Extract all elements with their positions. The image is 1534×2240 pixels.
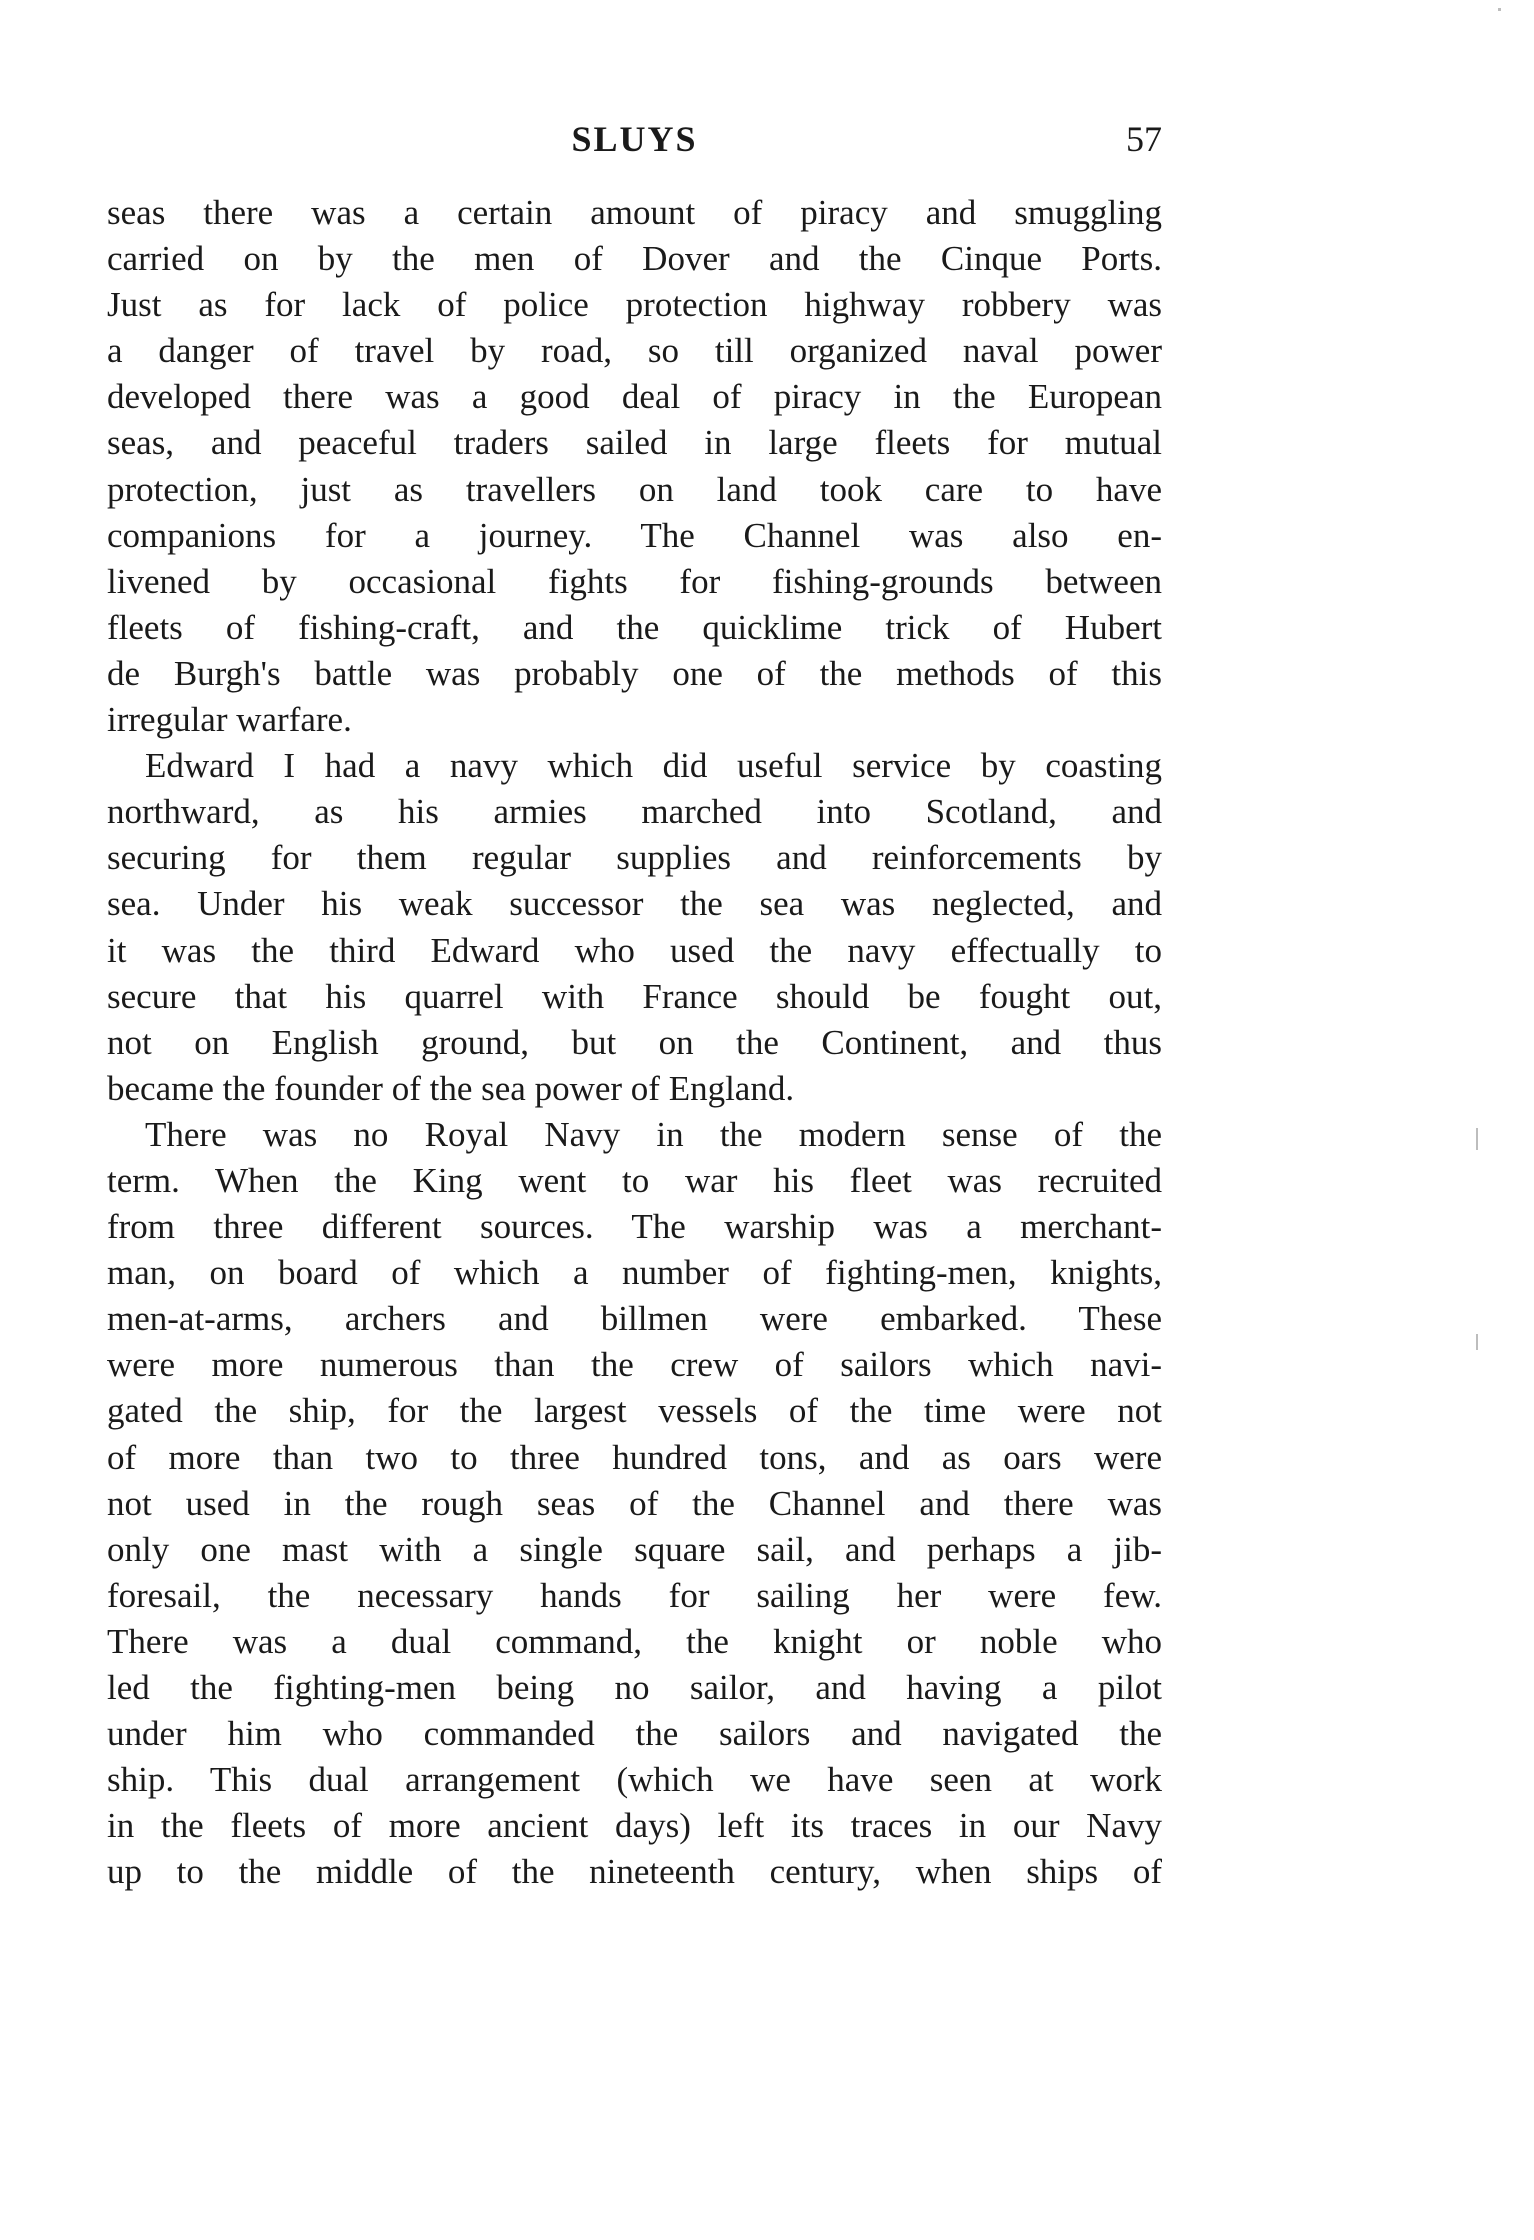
paragraph-1 [107, 190, 1162, 743]
text-line: companions for a journey. The Channel was also en- [107, 515, 1162, 555]
text-line: irregular warfare. [107, 700, 352, 740]
text-line: livened by occasional fights for fishing-grounds between [107, 561, 1162, 601]
text-line: became the founder of the sea power of England. [107, 1068, 795, 1108]
text-line: foresail, the necessary hands for sailing her were few. [107, 1575, 1162, 1615]
scan-margin-mark [1476, 1128, 1478, 1150]
page-number: 57 [1126, 119, 1162, 159]
text-line: There was no Royal Navy in the modern sense of the [145, 1114, 1162, 1154]
scan-margin-mark [1498, 8, 1501, 11]
text-line: Just as for lack of police protection highway robbery was [107, 285, 1162, 325]
text-line: men-at-arms, archers and billmen were embarked. These [107, 1299, 1162, 1339]
text-line: seas, and peaceful traders sailed in large fleets for mutual [107, 423, 1162, 463]
text-line: of more than two to three hundred tons, and as oars were [107, 1437, 1162, 1477]
paragraph-3 [107, 1112, 1162, 1896]
text-line: seas there was a certain amount of piracy and smuggling [107, 193, 1162, 232]
text-line: from three different sources. The warship was a merchant- [107, 1207, 1162, 1247]
text-line: protection, just as travellers on land took care to have [107, 469, 1162, 509]
text-line: only one mast with a single square sail, and perhaps a jib- [107, 1529, 1162, 1569]
text-line: it was the third Edward who used the navy effectually to [107, 930, 1162, 970]
paragraph-2 [107, 743, 1162, 1112]
text-line: securing for them regular supplies and reinforcements by [107, 838, 1162, 878]
text-line: not on English ground, but on the Continent, and thus [107, 1022, 1162, 1062]
text-line: de Burgh's battle was probably one of the methods of this [107, 653, 1162, 693]
page-title: SLUYS [571, 119, 698, 159]
text-line: fleets of fishing-craft, and the quicklime trick of Hubert [107, 607, 1162, 647]
running-header [107, 118, 1162, 168]
text-line: in the fleets of more ancient days) left its traces in our Navy [107, 1806, 1162, 1846]
text-line: led the fighting-men being no sailor, and having a pilot [107, 1668, 1162, 1707]
text-line: sea. Under his weak successor the sea was neglected, and [107, 884, 1162, 924]
scan-margin-mark [1476, 1334, 1478, 1350]
text-line: gated the ship, for the largest vessels of the time were not [107, 1391, 1162, 1431]
text-line: ship. This dual arrangement (which we have seen at work [107, 1760, 1162, 1800]
text-line: were more numerous than the crew of sailors which navi- [107, 1345, 1162, 1385]
text-line: not used in the rough seas of the Channel and there was [107, 1483, 1162, 1523]
text-line: under him who commanded the sailors and navigated the [107, 1714, 1162, 1754]
text-line: secure that his quarrel with France should be fought out, [107, 976, 1162, 1016]
text-line: Edward I had a navy which did useful service by coasting [145, 746, 1162, 786]
text-line: man, on board of which a number of fighting-men, knights, [107, 1253, 1162, 1293]
text-line: term. When the King went to war his fleet was recruited [107, 1160, 1162, 1200]
text-line: northward, as his armies marched into Scotland, and [107, 792, 1162, 832]
text-line: carried on by the men of Dover and the Cinque Ports. [107, 239, 1162, 279]
text-line: up to the middle of the nineteenth century, when ships of [107, 1852, 1162, 1892]
text-line: developed there was a good deal of piracy in the European [107, 377, 1162, 417]
body-text [107, 190, 1162, 1895]
text-line: a danger of travel by road, so till organized naval power [107, 331, 1162, 371]
text-line: There was a dual command, the knight or noble who [107, 1621, 1162, 1661]
